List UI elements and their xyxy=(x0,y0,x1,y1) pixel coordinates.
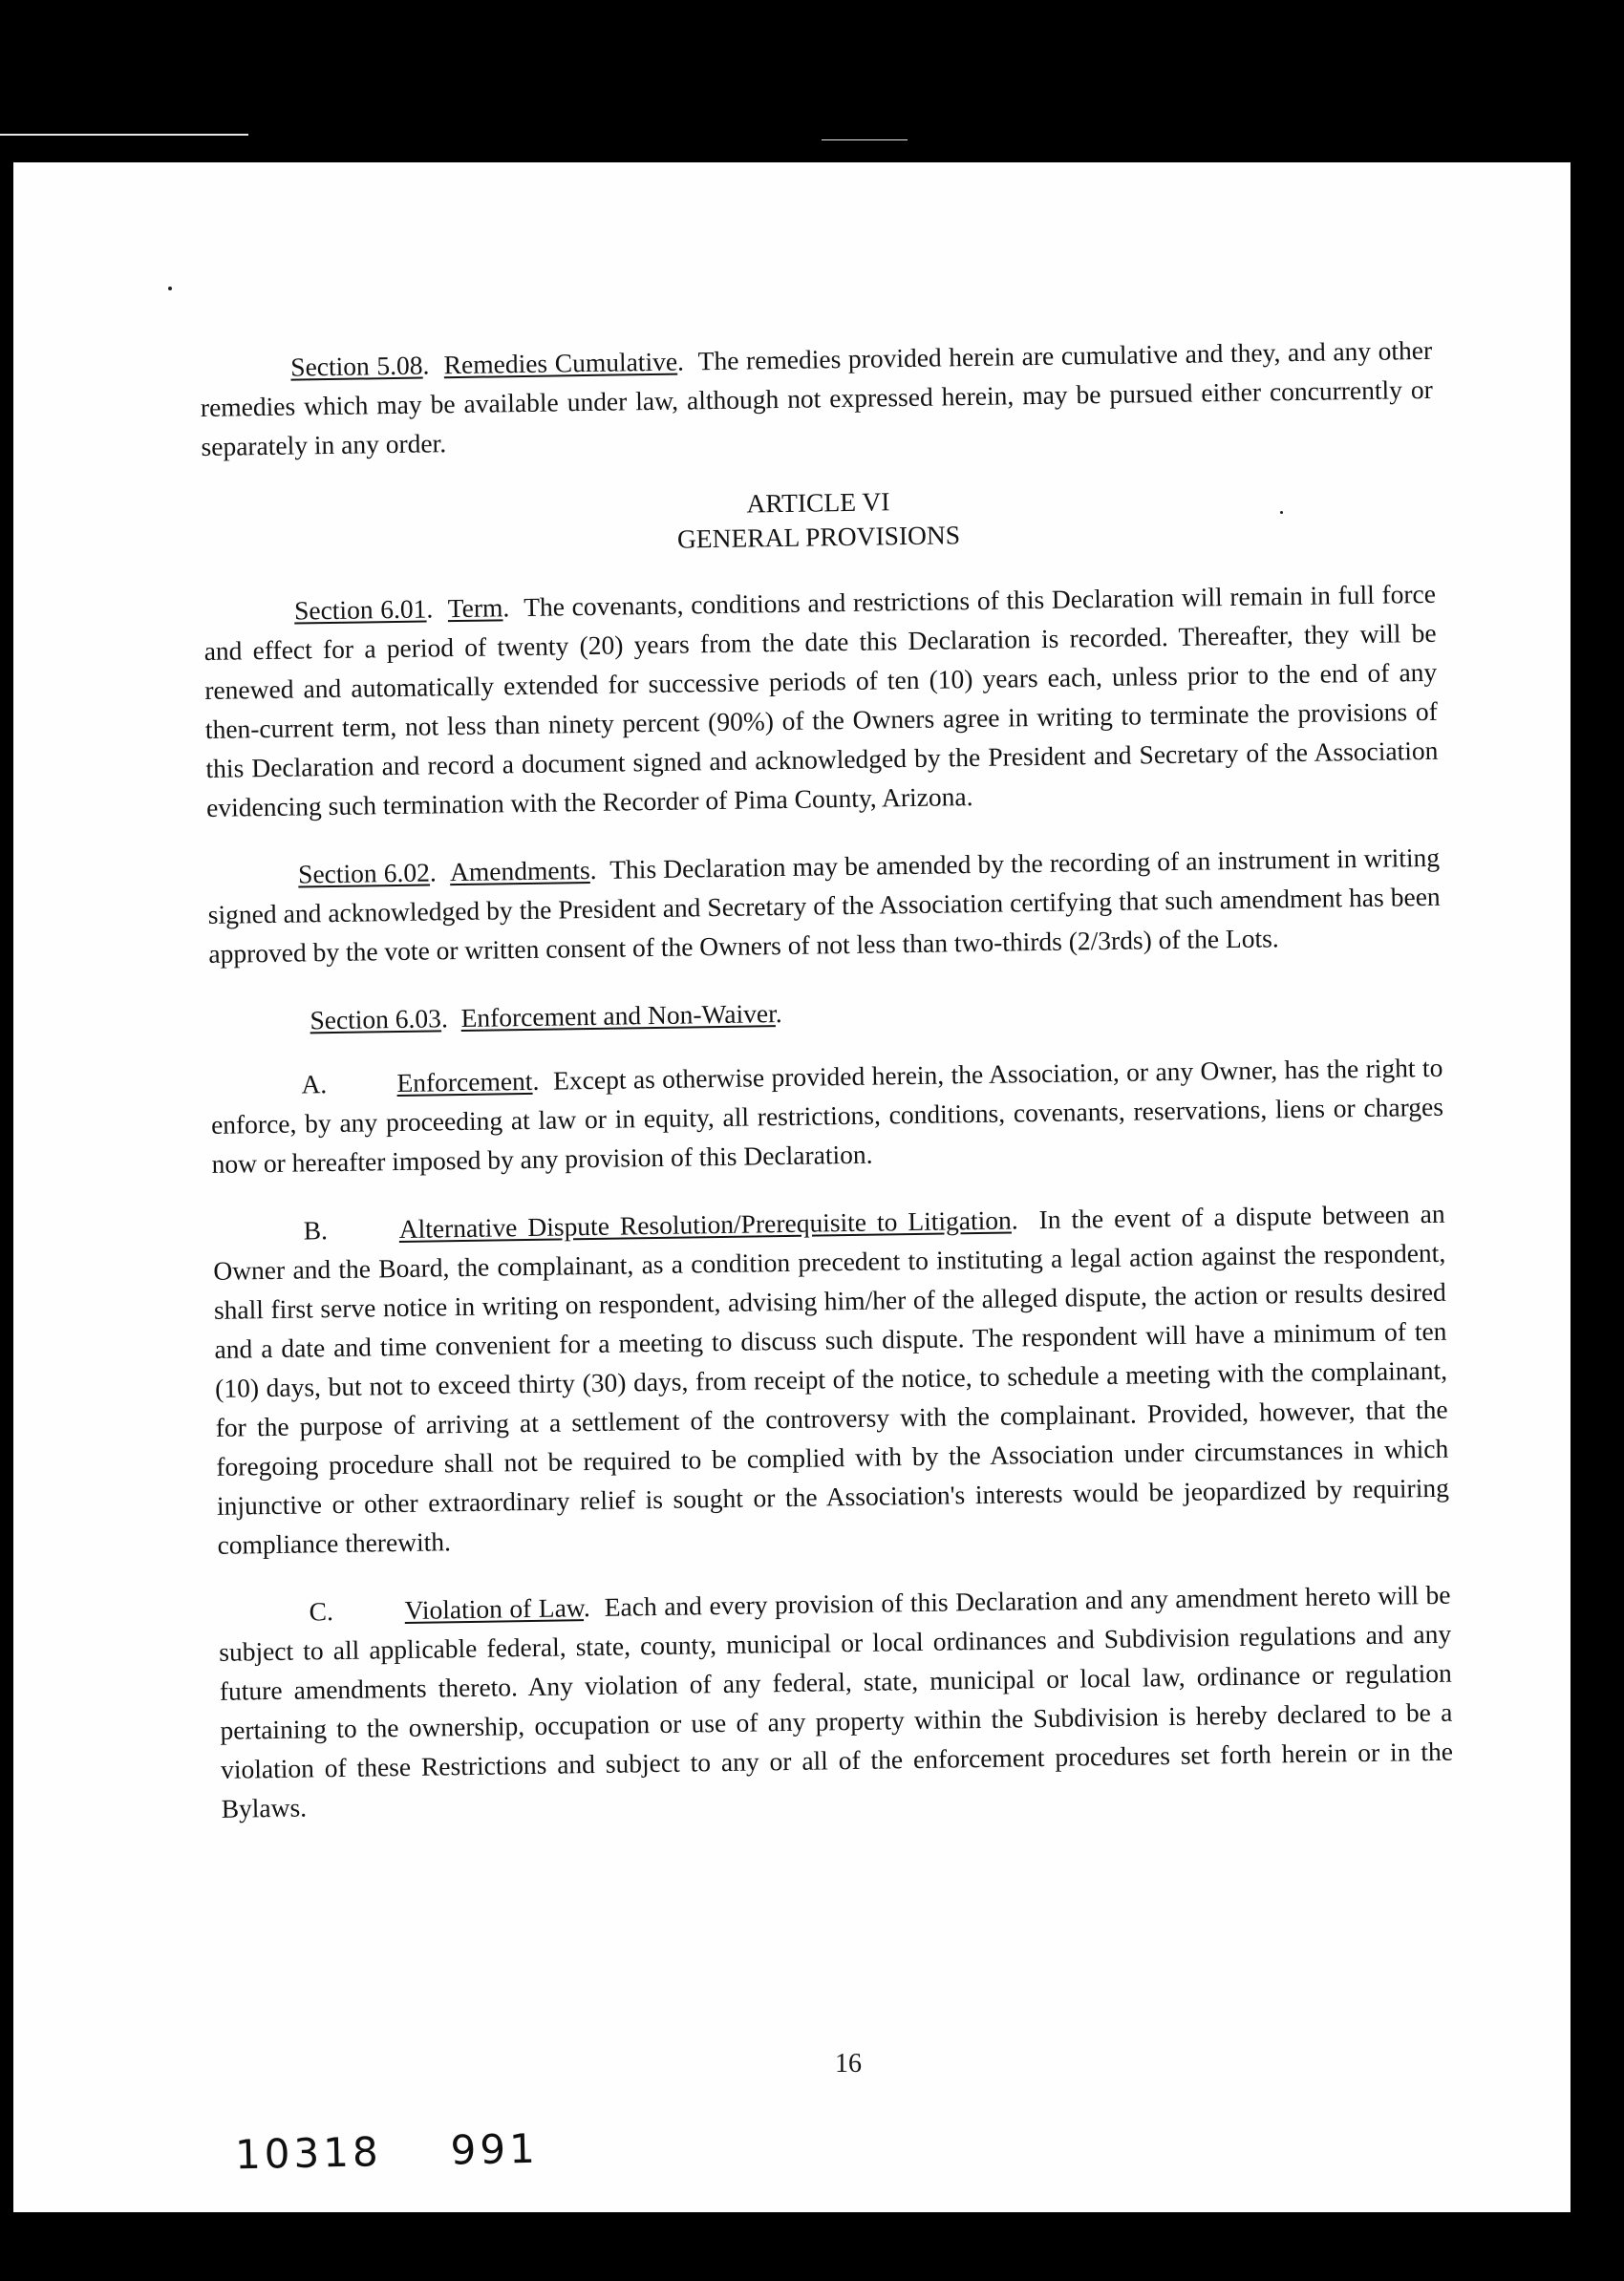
scan-artifact-line xyxy=(822,139,908,140)
subsection-title: Enforcement xyxy=(396,1065,533,1098)
subsection-b: B. Alternative Dispute Resolution/Prerequisite to Litigation. In the event of a dispute between an Owner and the Board, the complainant, as a condition precedent to instituting a legal action against the respondent, shall first serve notice in writing on respondent, advising him/her of the alleged dispute, the action or results desired and a date and time convenient for a meeting to discuss such dispute. The respondent will have a minimum of ten (10) days, but not to exceed thirty (30) days, from receipt of the notice, to schedule a meeting with the complainant, for the purpose of arriving at a settlement of the controversy with the complainant. Provided, however, that the foregoing procedure shall not be required to be complied with by the Association under circumstances in which injunctive or other extraordinary relief is sought or the Association's interests would be jeopardized by requiring compliance therewith. xyxy=(213,1198,1450,1560)
section-label: Section 6.02 xyxy=(297,857,431,889)
document-body xyxy=(200,330,1454,1857)
section-text: The remedies provided herein are cumulative and they, and any other remedies which may be available under law, although not expressed herein, may be pursued either concurrently or separately in any order. xyxy=(200,334,1434,461)
section-title: Remedies Cumulative xyxy=(443,346,678,380)
page-number: 16 xyxy=(835,2049,862,2078)
article-number: ARTICLE VI xyxy=(746,486,890,519)
section-title: Amendments xyxy=(449,854,590,887)
section-6-02: Section 6.02. Amendments. This Declaration may be amended by the recording of an instrument in writing signed and acknowledged by the President and Secretary of the Association certifying that such amendment has been approved by the vote or written consent of the Owners of not less than two-thirds (2/3rds) of the Lots. xyxy=(207,842,1441,969)
subsection-text: Except as otherwise provided herein, the Association, or any Owner, has the right to enforce, by any proceeding at law or in equity, all restrictions, conditions, covenants, reservations, liens or charges now or hereafter imposed by any provision of this Declaration. xyxy=(210,1052,1444,1179)
subsection-letter: B. xyxy=(303,1215,329,1246)
section-text: This Declaration may be amended by the recording of an instrument in writing signed and acknowledged by the President and Secretary of the Association certifying that such amendment has been approved by the vote or written consent of the Owners of not less than two-thirds (2/3rds) of the Lots. xyxy=(207,842,1441,969)
subsection-title: Alternative Dispute Resolution/Prerequisite to Litigation xyxy=(398,1204,1013,1245)
subsection-c: C. Violation of Law. Each and every provision of this Declaration and any amendment hereto will be subject to all applicable federal, state, county, municipal or local ordinances and Subdivision regulations and any future amendments thereto. Any violation of any federal, state, municipal or local law, ordinance or regulation pertaining to the ownership, occupation or use of any property within the Subdivision is hereby declared to be a violation of these Restrictions and subject to any or all of the enforcement procedures set forth herein or in the Bylaws. xyxy=(219,1579,1454,1823)
article-heading xyxy=(202,477,1435,564)
subsection-text: Each and every provision of this Declaration and any amendment hereto will be subject to all applicable federal, state, county, municipal or local ordinances and Subdivision regulations and any future amendments thereto. Any violation of any federal, state, municipal or local law, ordinance or regulation pertaining to the ownership, occupation or use of any property within the Subdivision is hereby declared to be a violation of these Restrictions and subject to any or all of the enforcement procedures set forth herein or in the Bylaws. xyxy=(219,1579,1454,1823)
subsection-title: Violation of Law xyxy=(404,1592,585,1625)
subsection-text: In the event of a dispute between an Owner and the Board, the complainant, as a condition precedent to instituting a legal action against the respondent, shall first serve notice in writing on respondent, advising him/her of the alleged dispute, the action or results desired and a date and time convenient for a meeting to discuss such dispute. The respondent will have a minimum of ten (10) days, but not to exceed thirty (30) days, from receipt of the notice, to schedule a meeting with the complainant, for the purpose of arriving at a settlement of the controversy with the complainant. Provided, however, that the foregoing procedure shall not be required to be complied with by the Association under circumstances in which injunctive or other extraordinary relief is sought or the Association's interests would be jeopardized by requiring compliance therewith. xyxy=(213,1198,1450,1560)
section-label: Section 5.08 xyxy=(290,350,423,382)
subsection-letter: C. xyxy=(309,1596,334,1627)
section-label: Section 6.03 xyxy=(310,1003,442,1035)
recording-book-number: 10318 xyxy=(234,2128,383,2179)
section-label: Section 6.01 xyxy=(293,593,427,626)
section-6-03-heading: Section 6.03. Enforcement and Non-Waiver. xyxy=(310,998,782,1035)
scan-artifact-line xyxy=(0,134,248,136)
section-text: The covenants, conditions and restrictions of this Declaration will remain in full force and effect for a period of twenty (20) years from the date this Declaration is recorded. Thereafter, they will be renewed and automatically extended for successive periods of ten (10) years each, unless prior to the end of any then-current term, not less than ninety percent (90%) of the Owners agree in writing to terminate the provisions of this Declaration and record a document signed and acknowledged by the President and Secretary of the Association evidencing such termination with the Recorder of Pima County, Arizona. xyxy=(203,578,1439,822)
scan-speck xyxy=(168,287,172,290)
recording-stamp xyxy=(235,2125,540,2179)
section-title: Term xyxy=(447,592,503,624)
subsection-letter: A. xyxy=(301,1069,328,1099)
recording-page-number: 991 xyxy=(450,2124,540,2174)
article-title: GENERAL PROVISIONS xyxy=(676,520,961,554)
document-page xyxy=(13,162,1571,2212)
section-6-01: Section 6.01. Term. The covenants, conditions and restrictions of this Declaration will remain in full force and effect for a period of twenty (20) years from the date this Declaration is recorded. Thereafter, they will be renewed and automatically extended for successive periods of ten (10) years each, unless prior to the end of any then-current term, not less than ninety percent (90%) of the Owners agree in writing to terminate the provisions of this Declaration and record a document signed and acknowledged by the President and Secretary of the Association evidencing such termination with the Recorder of Pima County, Arizona. xyxy=(203,578,1439,822)
subsection-a: A. Enforcement. Except as otherwise provided herein, the Association, or any Owner, has the right to enforce, by any proceeding at law or in equity, all restrictions, conditions, covenants, reservations, liens or charges now or hereafter imposed by any provision of this Declaration. xyxy=(210,1052,1444,1179)
section-5-08: Section 5.08. Remedies Cumulative. The remedies provided herein are cumulative and they, and any other remedies which may be available under law, although not expressed herein, may be pursued either concurrently or separately in any order. xyxy=(200,334,1434,461)
section-title: Enforcement and Non-Waiver xyxy=(460,998,776,1034)
